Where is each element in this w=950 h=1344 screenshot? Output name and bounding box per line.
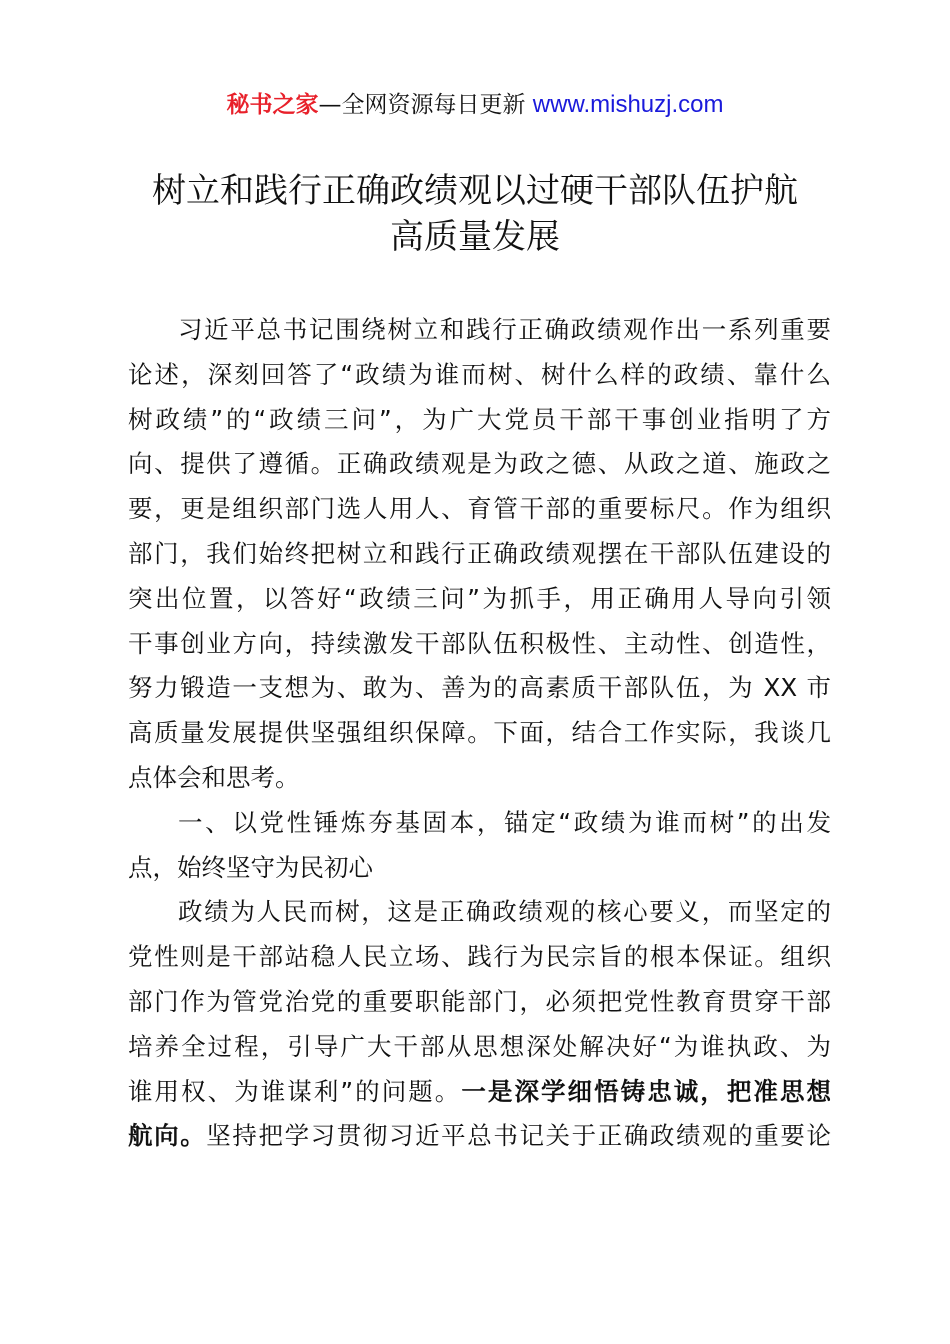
document-title xyxy=(0,168,950,260)
body-line: 干事创业方向，持续激发干部队伍积极性、主动性、创造性， xyxy=(128,628,831,658)
bold-subheading: 一是深学细悟铸忠诚，把准思想 xyxy=(461,1076,831,1106)
body-line xyxy=(128,1070,831,1115)
body-text: 谁用权、为谁谋利”的问题。 xyxy=(128,1076,462,1106)
body-text: 坚持把学习贯彻习近平总书记关于正确政绩观的重要论 xyxy=(206,1121,832,1151)
site-url-link[interactable]: www.mishuzj.com xyxy=(532,91,724,118)
section-heading-line: 点，始终坚守为民初心 xyxy=(128,852,373,882)
body-line: 点体会和思考。 xyxy=(128,762,300,792)
body-line: 习近平总书记围绕树立和践行正确政绩观作出一系列重要 xyxy=(178,315,831,344)
body-line: 论述，深刻回答了“政绩为谁而树、树什么样的政绩、靠什么 xyxy=(128,359,831,389)
title-line: 高质量发展 xyxy=(390,217,560,257)
body-line: 培养全过程，引导广大干部从思想深处解决好“为谁执政、为 xyxy=(128,1031,831,1061)
body-line: 部门作为管党治党的重要职能部门，必须把党性教育贯穿干部 xyxy=(128,986,831,1016)
brand-name: 秘书之家 xyxy=(226,92,319,118)
body-line: 政绩为人民而树，这是正确政绩观的核心要义，而坚定的 xyxy=(178,897,831,927)
body-line: 努力锻造一支想为、敢为、善为的高素质干部队伍，为 XX 市 xyxy=(128,673,831,703)
bold-subheading: 航向。 xyxy=(128,1121,207,1151)
section-heading-line: 一、以党性锤炼夯基固本，锚定“政绩为谁而树”的出发 xyxy=(178,807,831,837)
title-line: 树立和践行正确政绩观以过硬干部队伍护航 xyxy=(152,171,798,211)
body-line: 突出位置，以答好“政绩三问”为抓手，用正确用人导向引领 xyxy=(128,583,831,613)
body-line: 党性则是干部站稳人民立场、践行为民宗旨的根本保证。组织 xyxy=(128,942,831,972)
body-line: 高质量发展提供坚强组织保障。下面，结合工作实际，我谈几 xyxy=(128,718,831,748)
document-body xyxy=(128,308,831,1159)
body-line xyxy=(128,1114,831,1159)
header-tagline: —全网资源每日更新 xyxy=(318,92,526,118)
body-line: 要，更是组织部门选人用人、育管干部的重要标尺。作为组织 xyxy=(128,494,831,524)
body-line: 树政绩”的“政绩三问”，为广大党员干部干事创业指明了方 xyxy=(128,404,831,434)
site-header xyxy=(0,88,950,122)
body-line: 部门，我们始终把树立和践行正确政绩观摆在干部队伍建设的 xyxy=(128,538,831,568)
body-line: 向、提供了遵循。正确政绩观是为政之德、从政之道、施政之 xyxy=(128,449,831,479)
